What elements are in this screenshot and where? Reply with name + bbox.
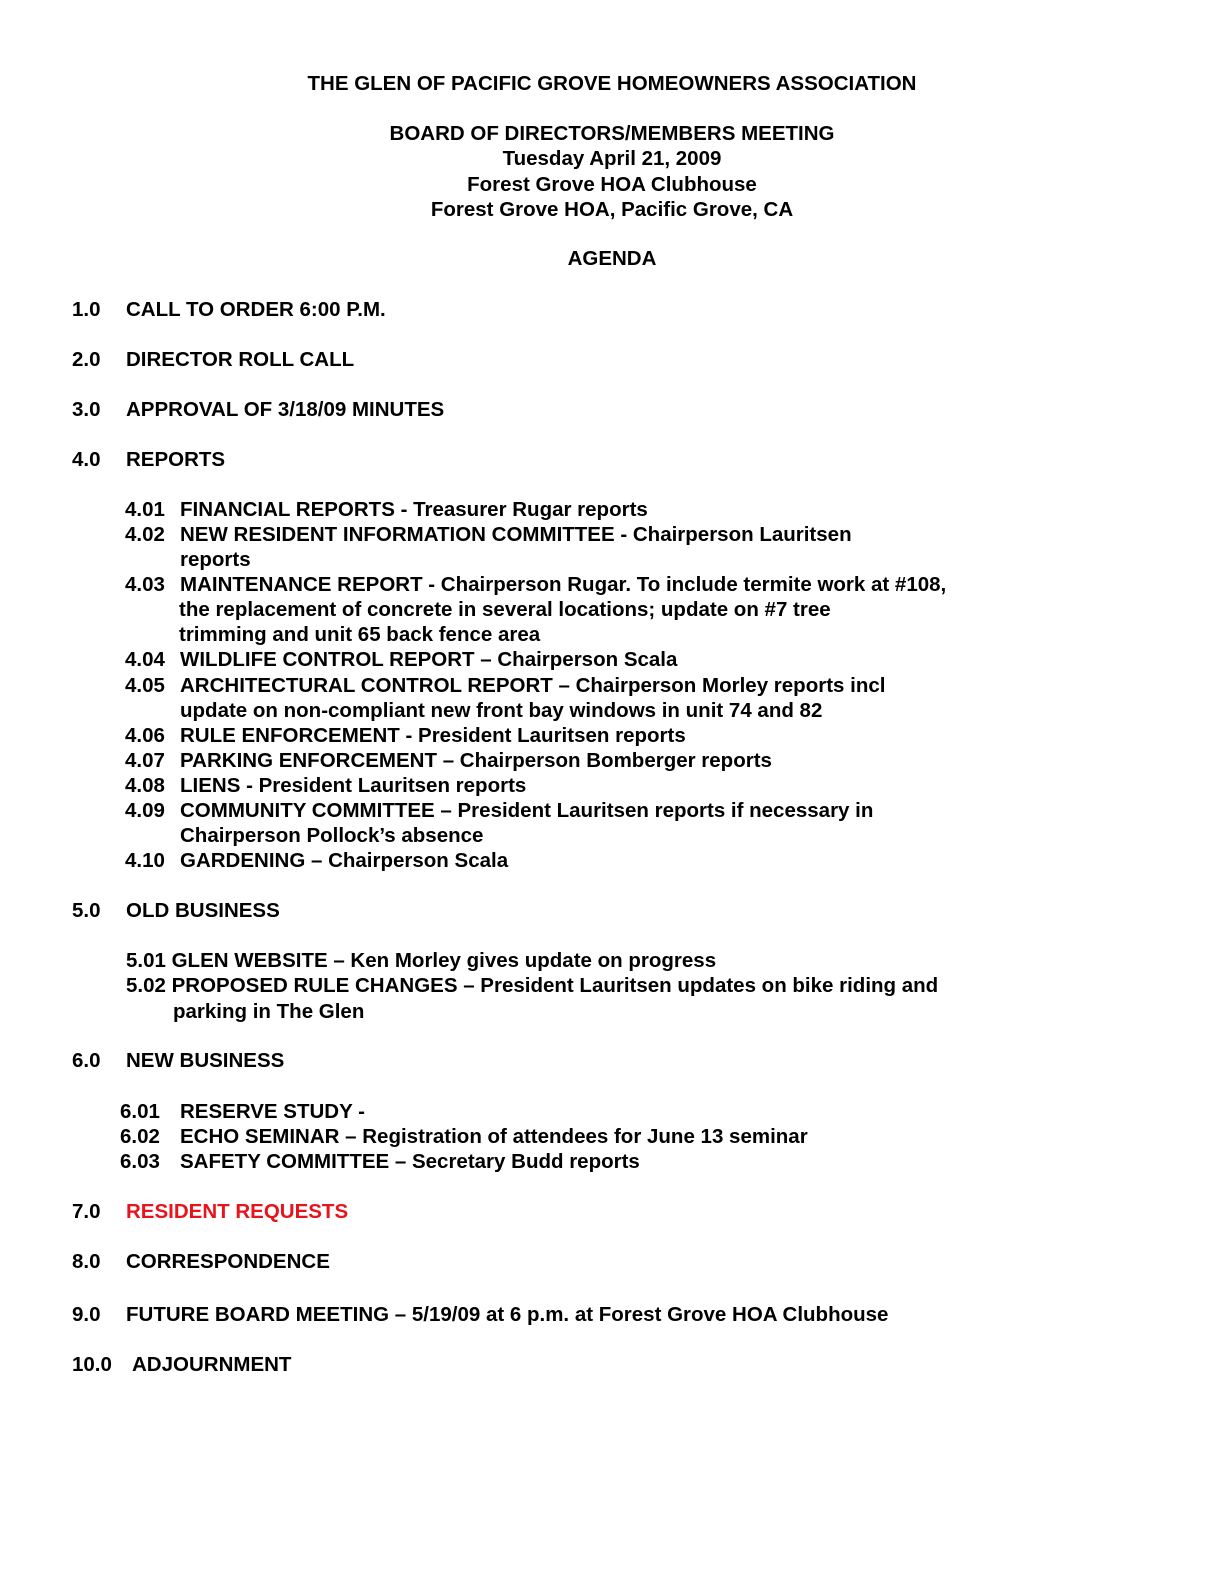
item-text: LIENS - President Lauritsen reports (180, 774, 527, 797)
report-item (125, 773, 526, 798)
section-new-business: NEW BUSINESS (126, 1049, 285, 1072)
section-number: 3.0 (72, 398, 101, 421)
section-number: 9.0 (72, 1303, 101, 1326)
item-number: 4.06 (125, 724, 165, 747)
report-item (125, 723, 686, 748)
item-text: ECHO SEMINAR – Registration of attendees for June 13 seminar (180, 1125, 808, 1148)
report-item (125, 522, 852, 547)
item-text: WILDLIFE CONTROL REPORT – Chairperson Scala (180, 648, 678, 671)
item-text: PROPOSED RULE CHANGES – President Lauritsen updates on bike riding and (171, 974, 939, 997)
section-roll-call: DIRECTOR ROLL CALL (126, 348, 355, 371)
item-text: RULE ENFORCEMENT - President Lauritsen reports (180, 724, 686, 747)
item-continuation: Chairperson Pollock’s absence (180, 824, 484, 847)
meeting-venue: Forest Grove HOA Clubhouse (467, 173, 757, 196)
section-number: 8.0 (72, 1250, 101, 1273)
section-number: 2.0 (72, 348, 101, 371)
section-call-to-order: CALL TO ORDER 6:00 P.M. (126, 298, 386, 321)
section-number: 4.0 (72, 448, 101, 471)
item-text: NEW RESIDENT INFORMATION COMMITTEE - Chairperson Lauritsen (180, 523, 852, 546)
report-item (125, 572, 946, 597)
item-number: 4.07 (125, 749, 165, 772)
old-business-item (126, 948, 716, 973)
meeting-title: BOARD OF DIRECTORS/MEMBERS MEETING (389, 122, 835, 145)
section-number: 6.0 (72, 1049, 101, 1072)
section-number: 7.0 (72, 1200, 101, 1223)
section-number: 10.0 (72, 1353, 112, 1376)
item-number: 5.01 (126, 949, 166, 972)
section-future-meeting: FUTURE BOARD MEETING – 5/19/09 at 6 p.m. at Forest Grove HOA Clubhouse (126, 1303, 889, 1326)
item-text: GLEN WEBSITE – Ken Morley gives update on progress (171, 949, 717, 972)
item-number: 4.01 (125, 498, 165, 521)
section-reports: REPORTS (126, 448, 226, 471)
item-text: FINANCIAL REPORTS - Treasurer Rugar reports (180, 498, 648, 521)
new-business-item (120, 1124, 808, 1149)
item-number: 6.01 (120, 1100, 160, 1123)
report-item (125, 798, 873, 823)
item-number: 4.03 (125, 573, 165, 596)
item-continuation: parking in The Glen (173, 1000, 365, 1023)
item-text: RESERVE STUDY - (180, 1100, 365, 1123)
org-title: THE GLEN OF PACIFIC GROVE HOMEOWNERS ASSOCIATION (307, 72, 917, 95)
item-continuation: the replacement of concrete in several locations; update on #7 tree (179, 598, 831, 621)
item-text: COMMUNITY COMMITTEE – President Lauritsen reports if necessary in (180, 799, 874, 822)
section-number: 5.0 (72, 899, 101, 922)
meeting-date: Tuesday April 21, 2009 (502, 147, 722, 170)
item-text: GARDENING – Chairperson Scala (180, 849, 509, 872)
section-adjournment: ADJOURNMENT (132, 1353, 292, 1376)
item-number: 6.02 (120, 1125, 160, 1148)
item-number: 4.09 (125, 799, 165, 822)
item-number: 4.08 (125, 774, 165, 797)
report-item (125, 673, 885, 698)
item-text: PARKING ENFORCEMENT – Chairperson Bomberger reports (180, 749, 772, 772)
section-approval-minutes: APPROVAL OF 3/18/09 MINUTES (126, 398, 445, 421)
report-item (125, 647, 677, 672)
item-number: 4.05 (125, 674, 165, 697)
item-text: ARCHITECTURAL CONTROL REPORT – Chairperson Morley reports incl (180, 674, 886, 697)
section-number: 1.0 (72, 298, 101, 321)
meeting-location: Forest Grove HOA, Pacific Grove, CA (430, 198, 794, 221)
agenda-heading: AGENDA (567, 247, 657, 270)
report-item (125, 848, 508, 873)
item-continuation: reports (180, 548, 251, 571)
item-number: 6.03 (120, 1150, 160, 1173)
item-continuation: update on non-compliant new front bay windows in unit 74 and 82 (180, 699, 823, 722)
section-old-business: OLD BUSINESS (126, 899, 280, 922)
new-business-item (120, 1099, 365, 1124)
item-text: SAFETY COMMITTEE – Secretary Budd reports (180, 1150, 640, 1173)
item-number: 4.10 (125, 849, 165, 872)
new-business-item (120, 1149, 640, 1174)
old-business-item (126, 973, 938, 998)
item-continuation: trimming and unit 65 back fence area (179, 623, 541, 646)
section-correspondence: CORRESPONDENCE (126, 1250, 330, 1273)
report-item (125, 748, 772, 773)
item-text: MAINTENANCE REPORT - Chairperson Rugar. To include termite work at #108, (180, 573, 947, 596)
report-item (125, 497, 648, 522)
item-number: 4.02 (125, 523, 165, 546)
item-number: 4.04 (125, 648, 165, 671)
item-number: 5.02 (126, 974, 166, 997)
section-resident-requests: RESIDENT REQUESTS (126, 1200, 349, 1223)
